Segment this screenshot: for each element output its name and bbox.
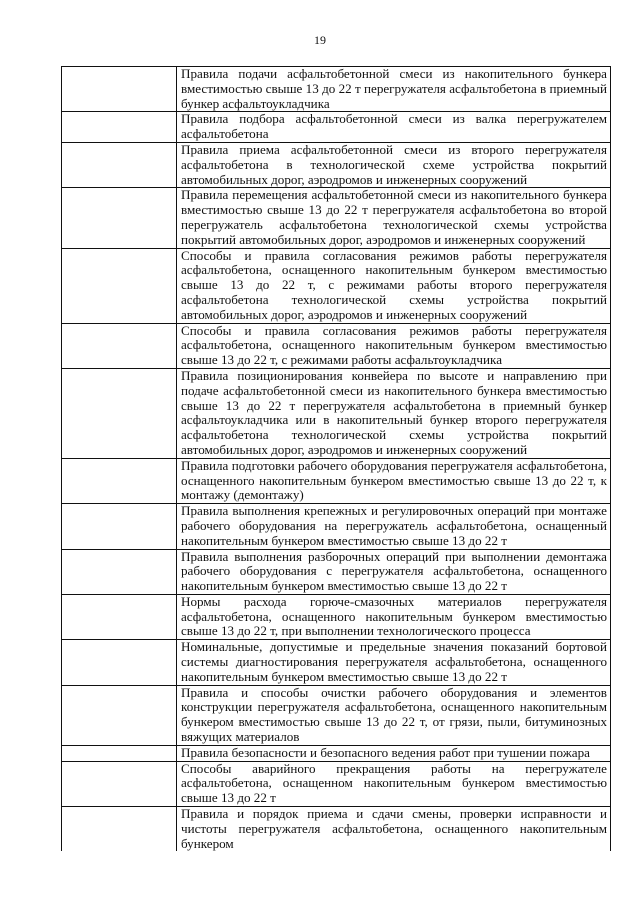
- table-row: [62, 745, 611, 761]
- knowledge-item-cell: Номинальные, допустимые и предельные значения показаний бортовой системы диагностирования перегружателя асфальтобетона, оснащенного накопительным бункером вместимостью свыше 13 до 22 т: [177, 640, 611, 685]
- table-row: [62, 504, 611, 549]
- table-row: [62, 549, 611, 594]
- empty-label-cell: [62, 112, 177, 143]
- knowledge-item-cell: Правила подготовки рабочего оборудования перегружателя асфальтобетона, оснащенного накопительным бункером вместимостью свыше 13 до 22 т, к монтажу (демонтажу): [177, 458, 611, 503]
- knowledge-item-cell: Правила подачи асфальтобетонной смеси из накопительного бункера вместимостью свыше 13 до 22 т перегружателя асфальтобетона в приемный бункер асфальтоукладчика: [177, 67, 611, 112]
- empty-label-cell: [62, 368, 177, 458]
- empty-label-cell: [62, 188, 177, 248]
- empty-label-cell: [62, 549, 177, 594]
- knowledge-item-cell: Способы и правила согласования режимов работы перегружателя асфальтобетона, оснащенного накопительным бункером вместимостью свыше 13 до 22 т, с режимами работы второго перегружателя асфальтобетона технологической схемы устройства покрытий автомобильных дорог, аэродромов и инженерных сооружений: [177, 248, 611, 323]
- knowledge-item-cell: Нормы расхода горюче-смазочных материалов перегружателя асфальтобетона, оснащенного накопительным бункером вместимостью свыше 13 до 22 т, при выполнении технологического процесса: [177, 594, 611, 639]
- knowledge-item-cell: Правила подбора асфальтобетонной смеси из валка перегружателем асфальтобетона: [177, 112, 611, 143]
- knowledge-item-cell: Правила выполнения крепежных и регулировочных операций при монтаже рабочего оборудования на перегружатель асфальтобетона, оснащенный накопительным бункером вместимостью свыше 13 до 22 т: [177, 504, 611, 549]
- table-row: [62, 248, 611, 323]
- table-row: [62, 458, 611, 503]
- knowledge-item-cell: Правила позиционирования конвейера по высоте и направлению при подаче асфальтобетонной смеси из накопительного бункера вместимостью свыше 13 до 22 т перегружателя асфальтобетона в приемный бункер асфальтоукладчика или в накопительный бункер второго перегружателя асфальтобетона технологической схемы устройства покрытий автомобильных дорог, аэродромов и инженерных сооружений: [177, 368, 611, 458]
- knowledge-item-cell: Правила и порядок приема и сдачи смены, проверки исправности и чистоты перегружателя асфальтобетона, оснащенного накопительным бункером: [177, 807, 611, 852]
- table-row: [62, 323, 611, 368]
- empty-label-cell: [62, 745, 177, 761]
- table-row: [62, 594, 611, 639]
- knowledge-item-cell: Правила и способы очистки рабочего оборудования и элементов конструкции перегружателя асфальтобетона, оснащенного накопительным бункером вместимостью свыше 13 до 22 т, от грязи, пыли, битуминозных вяжущих материалов: [177, 685, 611, 745]
- empty-label-cell: [62, 504, 177, 549]
- empty-label-cell: [62, 594, 177, 639]
- empty-label-cell: [62, 323, 177, 368]
- knowledge-item-cell: Способы и правила согласования режимов работы перегружателя асфальтобетона, оснащенного накопительным бункером вместимостью свыше 13 до 22 т, с режимами работы асфальтоукладчика: [177, 323, 611, 368]
- table-row: [62, 368, 611, 458]
- knowledge-item-cell: Правила выполнения разборочных операций при выполнении демонтажа рабочего оборудования с перегружателя асфальтобетона, оснащенного накопительным бункером вместимостью свыше 13 до 22 т: [177, 549, 611, 594]
- table-body: [62, 67, 611, 852]
- knowledge-item-cell: Правила приема асфальтобетонной смеси из второго перегружателя асфальтобетона в технологической схеме устройства покрытий автомобильных дорог, аэродромов и инженерных сооружений: [177, 142, 611, 187]
- empty-label-cell: [62, 807, 177, 852]
- table-row: [62, 640, 611, 685]
- table-row: [62, 67, 611, 112]
- empty-label-cell: [62, 640, 177, 685]
- empty-label-cell: [62, 142, 177, 187]
- empty-label-cell: [62, 761, 177, 806]
- empty-label-cell: [62, 67, 177, 112]
- page-number: 19: [314, 33, 326, 47]
- empty-label-cell: [62, 248, 177, 323]
- table-row: [62, 142, 611, 187]
- knowledge-item-cell: Способы аварийного прекращения работы на перегружателе асфальтобетона, оснащенном накопительным бункером вместимостью свыше 13 до 22 т: [177, 761, 611, 806]
- table-row: [62, 685, 611, 745]
- knowledge-item-cell: Правила безопасности и безопасного ведения работ при тушении пожара: [177, 745, 611, 761]
- table-row: [62, 807, 611, 852]
- table-row: [62, 112, 611, 143]
- knowledge-table: [61, 66, 611, 851]
- knowledge-item-cell: Правила перемещения асфальтобетонной смеси из накопительного бункера вместимостью свыше 13 до 22 т перегружателя асфальтобетона во второй перегружатель асфальтобетона технологической схемы устройства покрытий автомобильных дорог, аэродромов и инженерных сооружений: [177, 188, 611, 248]
- empty-label-cell: [62, 458, 177, 503]
- table-row: [62, 761, 611, 806]
- table-row: [62, 188, 611, 248]
- empty-label-cell: [62, 685, 177, 745]
